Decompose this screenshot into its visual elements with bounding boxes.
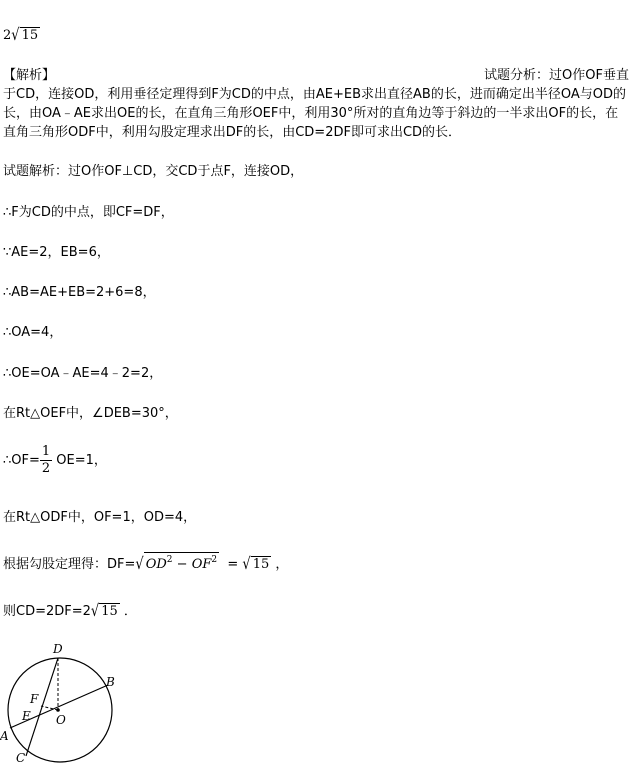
analysis-head-label: 【解析】 xyxy=(3,68,56,83)
step9-of-exp: 2 xyxy=(211,555,218,565)
solution-step-6: 在Rt△OEF中，∠DEB=30°， xyxy=(3,406,178,421)
step9-od-exp: 2 xyxy=(166,555,173,565)
solution-step-8: 在Rt△ODF中，OF=1，OD=4， xyxy=(3,510,197,525)
step9-od: OD xyxy=(145,557,167,572)
solution-step-3: ∴AB=AE+EB=2+6=8， xyxy=(3,285,156,300)
step9-result: 15 xyxy=(252,557,270,572)
step10-suffix: ． xyxy=(123,604,137,619)
label-d: D xyxy=(53,642,63,656)
step9-of: OF xyxy=(191,557,212,572)
center-point xyxy=(56,708,60,712)
step9-prefix: 根据勾股定理得：DF= xyxy=(3,557,136,572)
step9-suffix: ， xyxy=(275,557,289,572)
solution-step-5: ∴OE=OA﹣AE=4﹣2=2， xyxy=(3,366,163,381)
label-a: A xyxy=(0,729,9,743)
label-o: O xyxy=(56,713,66,727)
step10-prefix: 则CD=2DF=2 xyxy=(3,604,91,619)
solution-step-9 xyxy=(3,552,288,573)
step10-sqrt: √ 15 xyxy=(90,602,118,621)
label-e: E xyxy=(22,709,31,723)
answer-value xyxy=(3,27,40,44)
step9-sqrt: √ $OD^2 - OF^2$ xyxy=(135,552,219,573)
solution-step-2: ∵AE=2，EB=6， xyxy=(3,245,110,260)
step7-denominator: 2 xyxy=(41,461,51,476)
step9-equals: = xyxy=(227,557,239,572)
step7-suffix: OE=1， xyxy=(56,453,107,468)
label-c: C xyxy=(16,751,26,765)
step9-result-sqrt: √ 15 xyxy=(242,555,270,574)
solution-step-7 xyxy=(3,444,107,477)
step7-prefix: ∴OF= xyxy=(3,453,40,468)
analysis-title: 试题分析：过O作OF垂直 xyxy=(484,68,629,83)
label-b: B xyxy=(106,675,115,689)
solution-step-4: ∴OA=4， xyxy=(3,325,63,340)
analysis-paragraph xyxy=(3,66,629,142)
chord-cd xyxy=(26,658,58,756)
step9-minus: − xyxy=(172,557,192,572)
solution-intro: 试题解析：过O作OF⊥CD，交CD于点F，连接OD， xyxy=(3,164,304,179)
answer-coefficient: 2 xyxy=(3,28,12,43)
answer-radicand: 15 xyxy=(21,28,39,43)
step7-fraction xyxy=(40,444,52,477)
solution-step-1: ∴F为CD的中点，即CF=DF， xyxy=(3,205,174,220)
label-f: F xyxy=(30,692,39,706)
solution-step-10 xyxy=(3,603,137,620)
geometry-figure xyxy=(0,640,140,782)
analysis-body: 于CD，连接OD，利用垂径定理得到F为CD的中点，由AE+EB求出直径AB的长，进而确定出半径OA与OD的长，由OA﹣AE求出OE的长，在直角三角形OEF中，利用30°所对的直角边等于斜边的一半求出OF的长，在直角三角形ODF中，利用勾股定理求出DF的长，由CD=2DF即可求出CD的长． xyxy=(3,87,626,140)
step7-numerator: 1 xyxy=(41,444,51,459)
answer-sqrt: √ 15 xyxy=(11,26,39,45)
step10-result: 15 xyxy=(101,604,118,619)
